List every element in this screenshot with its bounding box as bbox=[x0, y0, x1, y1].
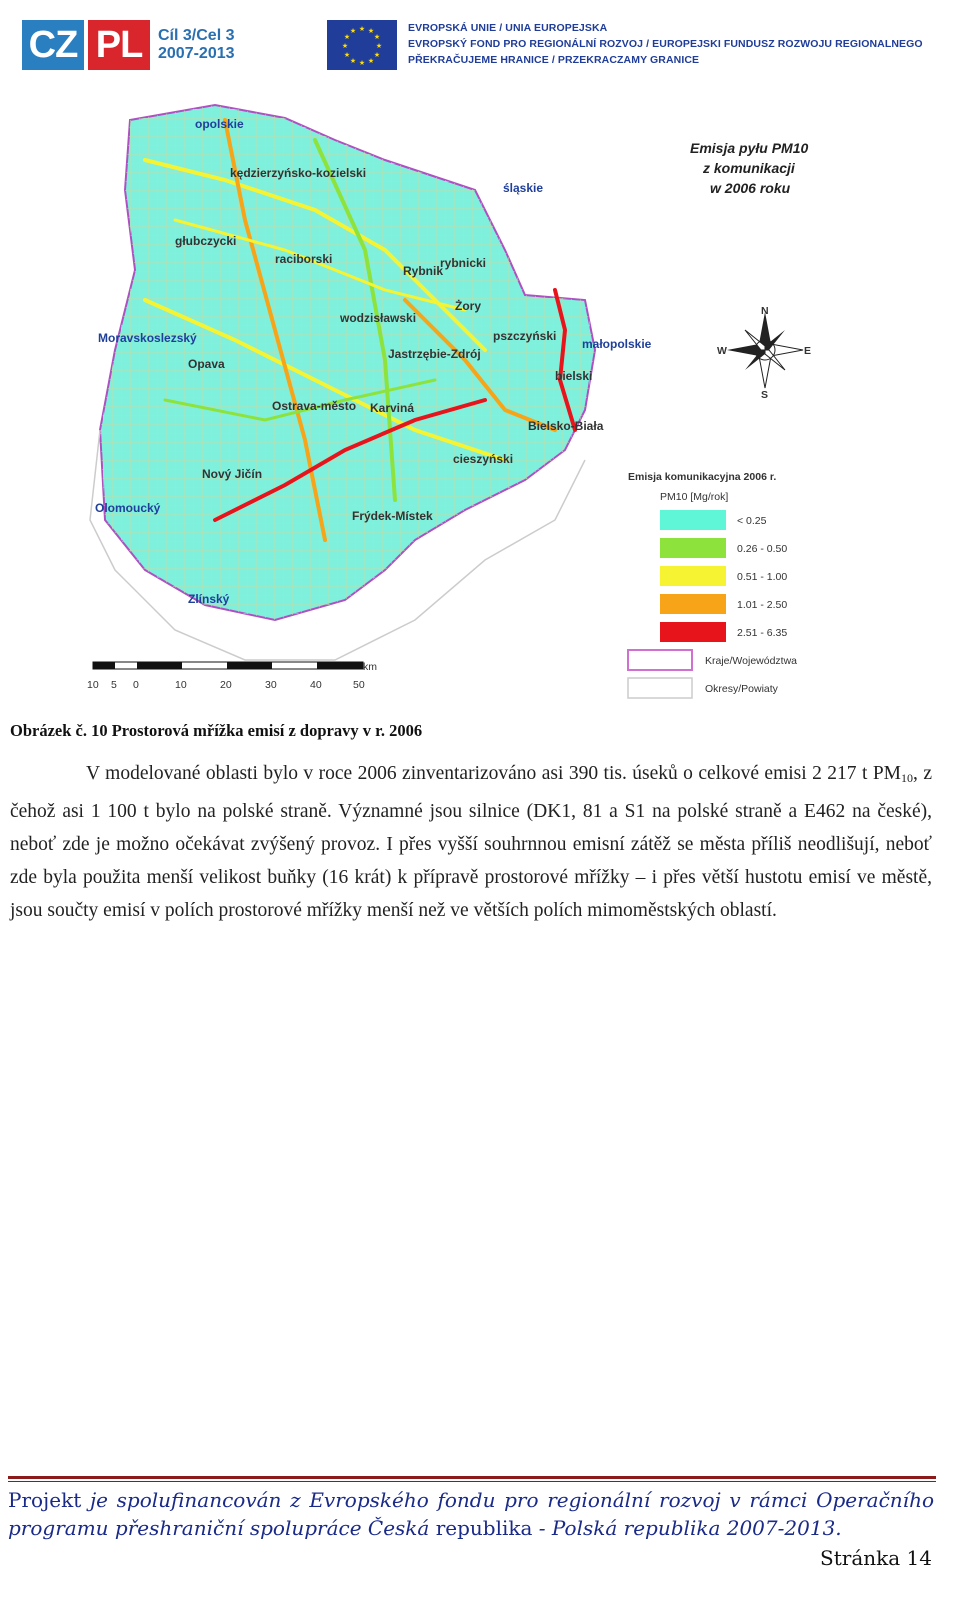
map-legend bbox=[628, 471, 797, 698]
svg-text:★: ★ bbox=[367, 57, 375, 65]
label-jastrzebie: Jastrzębie-Zdrój bbox=[388, 347, 481, 361]
eu-line-3: PŘEKRAČUJEME HRANICE / PRZEKRACZAMY GRANICE bbox=[408, 54, 700, 66]
map-title-line-3: w 2006 roku bbox=[710, 180, 791, 196]
svg-text:★: ★ bbox=[373, 33, 381, 41]
legend-label-4: 1.01 - 2.50 bbox=[737, 599, 788, 611]
label-moravskoslezsky: Moravskoslezský bbox=[98, 331, 197, 345]
label-rybnik: Rybnik bbox=[403, 264, 444, 278]
legend-swatch-4 bbox=[660, 594, 726, 614]
legend-swatch-1 bbox=[660, 510, 726, 530]
scale-bar bbox=[87, 661, 377, 691]
legend-label-3: 0.51 - 1.00 bbox=[737, 571, 788, 583]
eu-line-1: EVROPSKÁ UNIE / UNIA EUROPEJSKA bbox=[408, 22, 608, 34]
legend-title: Emisja komunikacyjna 2006 r. bbox=[628, 471, 777, 483]
svg-text:★: ★ bbox=[358, 25, 366, 33]
scale-tick: 30 bbox=[265, 679, 277, 691]
label-frydek: Frýdek-Místek bbox=[352, 509, 433, 523]
legend-swatch-2 bbox=[660, 538, 726, 558]
svg-text:★: ★ bbox=[343, 33, 351, 41]
label-opolskie: opolskie bbox=[195, 117, 244, 131]
page-number: Stránka 14 bbox=[820, 1546, 932, 1570]
legend-boundary-label-2: Okresy/Powiaty bbox=[705, 683, 778, 695]
footer-word-projekt: Projekt bbox=[8, 1488, 82, 1512]
footer-italic-2: - Polská republika 2007-2013. bbox=[538, 1516, 842, 1540]
svg-text:★: ★ bbox=[349, 57, 357, 65]
map-title-line-2: z komunikacji bbox=[703, 160, 795, 176]
legend-swatch-5 bbox=[660, 622, 726, 642]
label-cieszynski: cieszyński bbox=[453, 452, 514, 466]
label-raciborski: raciborski bbox=[275, 252, 333, 266]
label-rybnicki: rybnicki bbox=[440, 256, 487, 270]
compass-n: N bbox=[761, 305, 769, 317]
scale-tick: 5 bbox=[111, 679, 117, 691]
emission-map-figure bbox=[85, 100, 855, 708]
eu-fund-text bbox=[408, 20, 923, 68]
program-line-1: Cíl 3/Cel 3 bbox=[158, 27, 235, 44]
compass-s: S bbox=[761, 389, 769, 401]
label-bielsko: Bielsko-Biała bbox=[528, 419, 604, 433]
pm-subscript: 10 bbox=[901, 771, 914, 785]
czpl-logo bbox=[22, 20, 235, 70]
logo-pl-block: PL bbox=[88, 20, 150, 70]
page-header bbox=[0, 0, 960, 90]
legend-boundary-swatch-2 bbox=[628, 678, 692, 698]
label-opava: Opava bbox=[188, 357, 225, 371]
svg-text:★: ★ bbox=[349, 27, 357, 35]
footer-text bbox=[8, 1486, 934, 1542]
footer-word-republika: republika bbox=[435, 1516, 533, 1540]
legend-boundary-label-1: Kraje/Województwa bbox=[705, 655, 798, 667]
legend-label-2: 0.26 - 0.50 bbox=[737, 543, 788, 555]
svg-text:★: ★ bbox=[367, 27, 375, 35]
footer-italic-1: je spolufinancován z Evropského fondu pro regionální rozvoj v rámci Operačního programu přeshraniční spolupráce Česká bbox=[8, 1488, 934, 1540]
label-pszczynski: pszczyński bbox=[493, 329, 557, 343]
compass-e: E bbox=[804, 345, 812, 357]
program-label bbox=[158, 27, 235, 63]
scale-tick: 10 bbox=[175, 679, 187, 691]
body-text bbox=[10, 757, 932, 927]
body-text-part-2: , z čehož asi 1 100 t bylo na polské straně. Významné jsou silnice (DK1, 81 a S1 na polské straně a E462 na české), neboť zde je možno očekávat zvýšený provoz. I přes vyšší souhrnnou emisní zátěž se města příliš neodlišují, neboť zde byla použita menší velikost buňky (16 krát) k přípravě prostorové mřížky – i přes větší hustotu emisí ve městě, jsou součty emisí v polích prostorové mřížky menší než ve větších polích mimoměstských oblastí. bbox=[10, 763, 932, 921]
svg-text:★: ★ bbox=[341, 42, 349, 50]
legend-boundary-swatch-1 bbox=[628, 650, 692, 670]
footer-rule-thin bbox=[8, 1481, 936, 1482]
program-line-2: 2007-2013 bbox=[158, 45, 235, 62]
legend-swatch-3 bbox=[660, 566, 726, 586]
label-ostrava: Ostrava-město bbox=[272, 399, 357, 413]
label-slaskie: śląskie bbox=[503, 181, 544, 195]
legend-label-5: 2.51 - 6.35 bbox=[737, 627, 788, 639]
body-paragraph bbox=[10, 757, 932, 927]
label-zlinsky: Zlínský bbox=[188, 592, 230, 606]
label-wodzislawski: wodzisławski bbox=[340, 311, 417, 325]
scale-unit: km bbox=[363, 661, 377, 673]
label-kedzierzynsko: kędzierzyńsko-kozielski bbox=[230, 166, 367, 180]
eu-flag-icon bbox=[327, 20, 397, 70]
label-glubczycki: głubczycki bbox=[175, 234, 237, 248]
compass-rose-icon bbox=[727, 312, 803, 388]
scale-tick: 0 bbox=[133, 679, 139, 691]
label-zory: Żory bbox=[455, 299, 482, 313]
svg-text:★: ★ bbox=[375, 42, 383, 50]
footer-rule-thick bbox=[8, 1476, 936, 1479]
body-text-part-1: V modelované oblasti bylo v roce 2006 zinventarizováno asi 390 tis. úseků o celkové emisi 2 217 t PM bbox=[86, 763, 902, 784]
svg-text:★: ★ bbox=[358, 59, 366, 67]
scale-tick: 20 bbox=[220, 679, 232, 691]
eu-line-2: EVROPSKÝ FOND PRO REGIONÁLNÍ ROZVOJ / EUROPEJSKI FUNDUSZ ROZWOJU REGIONALNEGO bbox=[408, 38, 923, 50]
label-malopolskie: małopolskie bbox=[582, 337, 652, 351]
scale-tick: 10 bbox=[87, 679, 99, 691]
svg-text:★: ★ bbox=[343, 51, 351, 59]
label-olomoucky: Olomoucký bbox=[95, 501, 161, 515]
map-title-line-1: Emisja pyłu PM10 bbox=[690, 140, 809, 156]
scale-tick: 50 bbox=[353, 679, 365, 691]
label-bielski: bielski bbox=[555, 369, 593, 383]
label-novy-jicin: Nový Jičín bbox=[202, 467, 263, 481]
compass-w: W bbox=[717, 345, 727, 357]
logo-cz-block: CZ bbox=[22, 20, 84, 70]
legend-unit: PM10 [Mg/rok] bbox=[660, 491, 729, 503]
svg-text:★: ★ bbox=[373, 51, 381, 59]
scale-tick: 40 bbox=[310, 679, 322, 691]
figure-caption: Obrázek č. 10 Prostorová mřížka emisí z dopravy v r. 2006 bbox=[10, 721, 423, 740]
legend-label-1: < 0.25 bbox=[737, 515, 767, 527]
label-karvina: Karviná bbox=[370, 401, 415, 415]
